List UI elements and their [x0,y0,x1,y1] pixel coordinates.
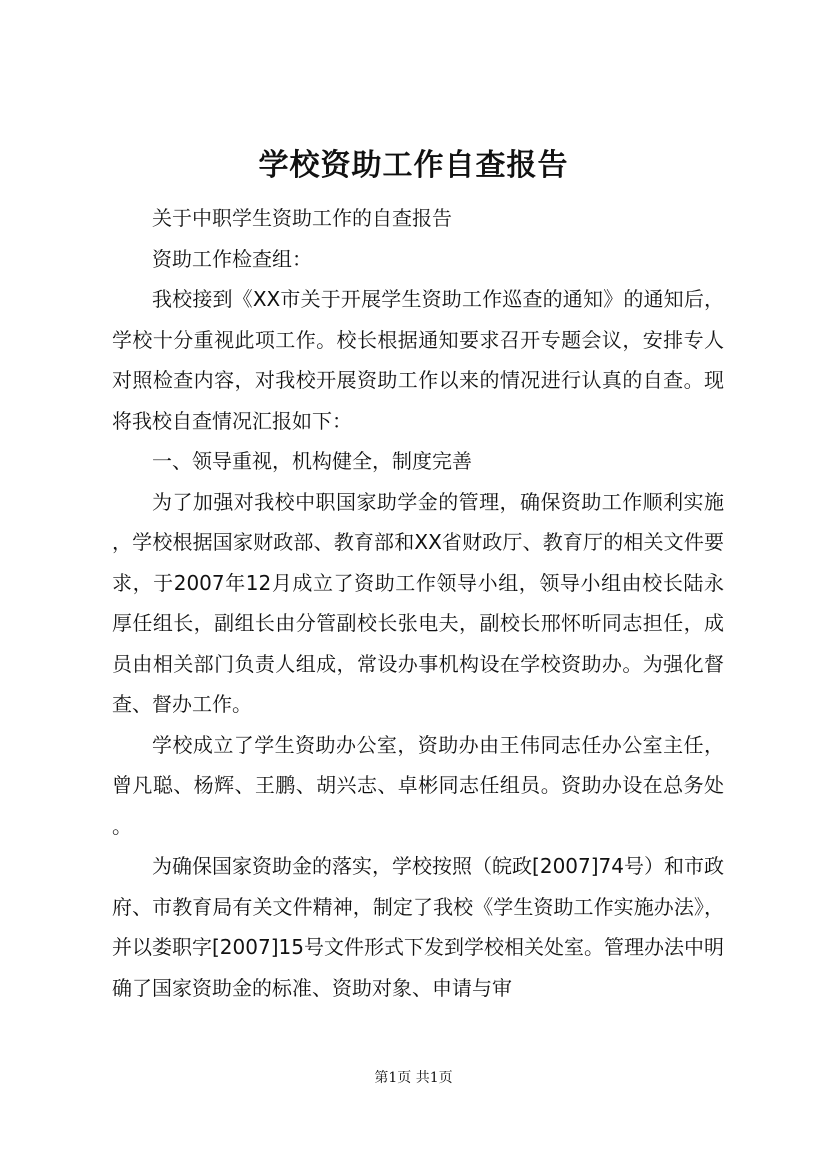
body-paragraph: 为确保国家资助金的落实，学校按照（皖政[2007]74号）和市政府、市教育局有关文件精神，制定了我校《学生资助工作实施办法》，并以娄职字[2007]15号文件形式下发到学校相关处室。管理办法中明确了国家资助金的标准、资助对象、申请与审 [112,854,724,1000]
report-subtitle: 关于中职学生资助工作的自查报告 [152,206,452,230]
body-paragraph: 为了加强对我校中职国家助学金的管理，确保资助工作顺利实施，学校根据国家财政部、教育部和XX省财政厅、教育厅的相关文件要求，于2007年12月成立了资助工作领导小组，领导小组由校长陆永厚任组长，副组长由分管副校长张电夫，副校长邢怀昕同志担任，成员由相关部门负责人组成，常设办事机构设在学校资助办。为强化督查、督办工作。 [112,489,724,716]
addressee-line: 资助工作检查组： [152,246,312,271]
section-heading: 一、领导重视，机构健全，制度完善 [152,449,472,473]
document-title: 学校资助工作自查报告 [258,148,569,183]
page-number-footer: 第1页 共1页 [374,1070,453,1086]
body-paragraph: 学校成立了学生资助办公室，资助办由王伟同志任办公室主任，曾凡聪、杨辉、王鹏、胡兴志、卓彬同志任组员。资助办设在总务处。 [112,732,724,838]
intro-paragraph: 我校接到《XX市关于开展学生资助工作巡查的通知》的通知后，学校十分重视此项工作。校长根据通知要求召开专题会议，安排专人对照检查内容，对我校开展资助工作以来的情况进行认真的自查。现将我校自查情况汇报如下： [112,287,724,433]
document-body [112,198,724,1008]
